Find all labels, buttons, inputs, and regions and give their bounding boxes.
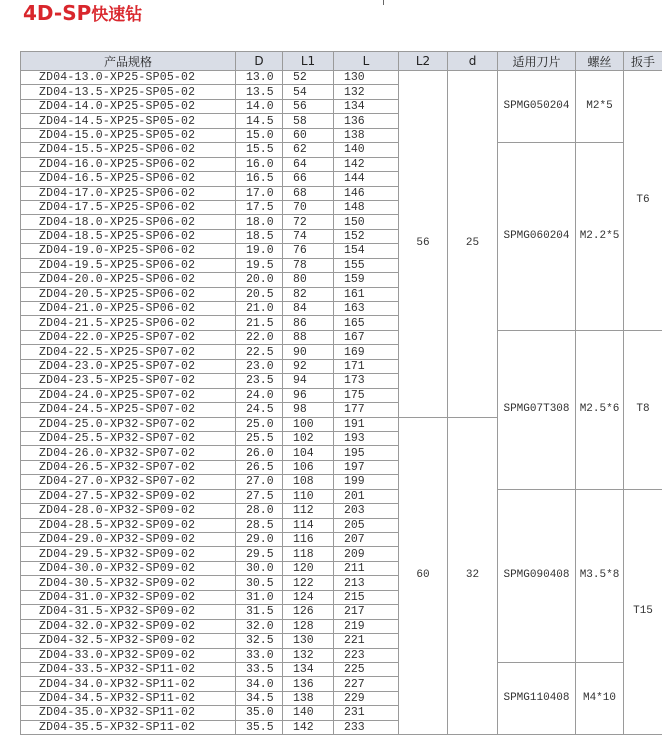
l1-cell: 106 (283, 460, 334, 474)
table-row (21, 489, 662, 503)
d-upper-cell: 25.5 (236, 431, 283, 445)
l1-cell: 86 (283, 316, 334, 330)
product-code-cell: ZD04-29.0-XP32-SP09-02 (21, 533, 236, 547)
product-code-cell: ZD04-24.5-XP25-SP07-02 (21, 403, 236, 417)
wrench-cell: T6 (624, 71, 662, 331)
d-upper-cell: 15.5 (236, 143, 283, 157)
d-upper-cell: 34.5 (236, 691, 283, 705)
l1-cell: 136 (283, 677, 334, 691)
header-d-lower: d (448, 52, 498, 71)
product-code-cell: ZD04-19.5-XP25-SP06-02 (21, 258, 236, 272)
insert-cell: SPMG110408 (498, 662, 576, 734)
product-code-cell: ZD04-25.0-XP32-SP07-02 (21, 417, 236, 431)
d-upper-cell: 16.5 (236, 172, 283, 186)
l1-cell: 138 (283, 691, 334, 705)
product-code-cell: ZD04-27.0-XP32-SP07-02 (21, 475, 236, 489)
product-code-cell: ZD04-26.5-XP32-SP07-02 (21, 460, 236, 474)
l-cell: 227 (334, 677, 399, 691)
l1-cell: 60 (283, 128, 334, 142)
l1-cell: 96 (283, 388, 334, 402)
product-code-cell: ZD04-31.5-XP32-SP09-02 (21, 605, 236, 619)
screw-cell: M2.5*6 (576, 330, 624, 489)
l-cell: 130 (334, 71, 399, 85)
product-code-cell: ZD04-19.0-XP25-SP06-02 (21, 244, 236, 258)
d-upper-cell: 24.0 (236, 388, 283, 402)
d-upper-cell: 30.5 (236, 576, 283, 590)
d-upper-cell: 13.5 (236, 85, 283, 99)
product-code-cell: ZD04-30.0-XP32-SP09-02 (21, 561, 236, 575)
product-code-cell: ZD04-21.5-XP25-SP06-02 (21, 316, 236, 330)
l1-cell: 64 (283, 157, 334, 171)
d-upper-cell: 29.0 (236, 533, 283, 547)
l1-cell: 118 (283, 547, 334, 561)
wrench-cell: T8 (624, 330, 662, 489)
l1-cell: 134 (283, 662, 334, 676)
product-code-cell: ZD04-18.0-XP25-SP06-02 (21, 215, 236, 229)
d-upper-cell: 31.5 (236, 605, 283, 619)
header-screw: 螺丝 (576, 52, 624, 71)
l-cell: 132 (334, 85, 399, 99)
l1-cell: 80 (283, 273, 334, 287)
l-cell: 159 (334, 273, 399, 287)
header-wrench: 扳手 (624, 52, 662, 71)
l1-cell: 90 (283, 345, 334, 359)
l-cell: 203 (334, 504, 399, 518)
table-row (21, 71, 662, 85)
l-cell: 195 (334, 446, 399, 460)
l1-cell: 66 (283, 172, 334, 186)
product-code-cell: ZD04-21.0-XP25-SP06-02 (21, 302, 236, 316)
l1-cell: 130 (283, 634, 334, 648)
l1-cell: 122 (283, 576, 334, 590)
l-cell: 144 (334, 172, 399, 186)
l2-cell: 60 (399, 417, 448, 735)
spec-table (20, 51, 662, 735)
l1-cell: 82 (283, 287, 334, 301)
l1-cell: 120 (283, 561, 334, 575)
screw-cell: M4*10 (576, 662, 624, 734)
table-row (21, 662, 662, 676)
header-row (21, 52, 662, 71)
product-code-cell: ZD04-22.0-XP25-SP07-02 (21, 330, 236, 344)
l-cell: 165 (334, 316, 399, 330)
product-code-cell: ZD04-13.0-XP25-SP05-02 (21, 71, 236, 85)
d-upper-cell: 33.0 (236, 648, 283, 662)
d-cell: 32 (448, 417, 498, 735)
product-code-cell: ZD04-32.5-XP32-SP09-02 (21, 634, 236, 648)
l1-cell: 110 (283, 489, 334, 503)
l-cell: 233 (334, 720, 399, 734)
header-l: L (334, 52, 399, 71)
l-cell: 138 (334, 128, 399, 142)
product-code-cell: ZD04-14.0-XP25-SP05-02 (21, 99, 236, 113)
header-spec: 产品规格 (21, 52, 236, 71)
screw-cell: M2*5 (576, 71, 624, 143)
header-d-upper: D (236, 52, 283, 71)
l-cell: 161 (334, 287, 399, 301)
l1-cell: 58 (283, 114, 334, 128)
d-upper-cell: 29.5 (236, 547, 283, 561)
page-title (23, 1, 142, 25)
d-upper-cell: 25.0 (236, 417, 283, 431)
l-cell: 225 (334, 662, 399, 676)
l1-cell: 88 (283, 330, 334, 344)
l-cell: 219 (334, 619, 399, 633)
l-cell: 136 (334, 114, 399, 128)
l-cell: 175 (334, 388, 399, 402)
product-code-cell: ZD04-32.0-XP32-SP09-02 (21, 619, 236, 633)
l-cell: 140 (334, 143, 399, 157)
d-upper-cell: 28.0 (236, 504, 283, 518)
l-cell: 148 (334, 200, 399, 214)
header-insert: 适用刀片 (498, 52, 576, 71)
product-code-cell: ZD04-33.5-XP32-SP11-02 (21, 662, 236, 676)
product-code-cell: ZD04-16.0-XP25-SP06-02 (21, 157, 236, 171)
d-upper-cell: 32.0 (236, 619, 283, 633)
l-cell: 199 (334, 475, 399, 489)
d-upper-cell: 28.5 (236, 518, 283, 532)
l1-cell: 104 (283, 446, 334, 460)
l-cell: 154 (334, 244, 399, 258)
product-code-cell: ZD04-13.5-XP25-SP05-02 (21, 85, 236, 99)
product-code-cell: ZD04-15.5-XP25-SP06-02 (21, 143, 236, 157)
l1-cell: 116 (283, 533, 334, 547)
l1-cell: 68 (283, 186, 334, 200)
l-cell: 229 (334, 691, 399, 705)
l-cell: 215 (334, 590, 399, 604)
d-upper-cell: 31.0 (236, 590, 283, 604)
l1-cell: 56 (283, 99, 334, 113)
l-cell: 221 (334, 634, 399, 648)
l1-cell: 114 (283, 518, 334, 532)
l1-cell: 124 (283, 590, 334, 604)
l-cell: 231 (334, 706, 399, 720)
l1-cell: 76 (283, 244, 334, 258)
l-cell: 205 (334, 518, 399, 532)
l-cell: 146 (334, 186, 399, 200)
product-code-cell: ZD04-28.0-XP32-SP09-02 (21, 504, 236, 518)
d-upper-cell: 16.0 (236, 157, 283, 171)
product-code-cell: ZD04-34.0-XP32-SP11-02 (21, 677, 236, 691)
table-row (21, 143, 662, 157)
d-upper-cell: 30.0 (236, 561, 283, 575)
l1-cell: 128 (283, 619, 334, 633)
table-row (21, 330, 662, 344)
product-code-cell: ZD04-23.0-XP25-SP07-02 (21, 359, 236, 373)
d-upper-cell: 20.5 (236, 287, 283, 301)
d-upper-cell: 14.0 (236, 99, 283, 113)
screw-cell: M2.2*5 (576, 143, 624, 331)
d-upper-cell: 15.0 (236, 128, 283, 142)
insert-cell: SPMG050204 (498, 71, 576, 143)
d-upper-cell: 26.5 (236, 460, 283, 474)
d-upper-cell: 22.5 (236, 345, 283, 359)
l-cell: 191 (334, 417, 399, 431)
d-upper-cell: 27.0 (236, 475, 283, 489)
product-code-cell: ZD04-25.5-XP32-SP07-02 (21, 431, 236, 445)
d-upper-cell: 19.5 (236, 258, 283, 272)
d-upper-cell: 24.5 (236, 403, 283, 417)
product-code-cell: ZD04-34.5-XP32-SP11-02 (21, 691, 236, 705)
header-l1: L1 (283, 52, 334, 71)
product-code-cell: ZD04-33.0-XP32-SP09-02 (21, 648, 236, 662)
l-cell: 201 (334, 489, 399, 503)
l1-cell: 112 (283, 504, 334, 518)
l1-cell: 132 (283, 648, 334, 662)
d-upper-cell: 17.0 (236, 186, 283, 200)
insert-cell: SPMG060204 (498, 143, 576, 331)
table-body (21, 71, 662, 735)
d-upper-cell: 18.0 (236, 215, 283, 229)
l-cell: 134 (334, 99, 399, 113)
product-code-cell: ZD04-30.5-XP32-SP09-02 (21, 576, 236, 590)
product-code-cell: ZD04-27.5-XP32-SP09-02 (21, 489, 236, 503)
product-code-cell: ZD04-29.5-XP32-SP09-02 (21, 547, 236, 561)
d-upper-cell: 23.5 (236, 374, 283, 388)
title-suffix: 快速钻 (91, 5, 143, 25)
product-code-cell: ZD04-18.5-XP25-SP06-02 (21, 229, 236, 243)
l-cell: 163 (334, 302, 399, 316)
l-cell: 209 (334, 547, 399, 561)
l-cell: 211 (334, 561, 399, 575)
d-upper-cell: 35.5 (236, 720, 283, 734)
divider-tick (383, 0, 384, 5)
l1-cell: 72 (283, 215, 334, 229)
l-cell: 169 (334, 345, 399, 359)
l1-cell: 78 (283, 258, 334, 272)
insert-cell: SPMG07T308 (498, 330, 576, 489)
d-upper-cell: 34.0 (236, 677, 283, 691)
l1-cell: 126 (283, 605, 334, 619)
insert-cell: SPMG090408 (498, 489, 576, 662)
d-upper-cell: 13.0 (236, 71, 283, 85)
l-cell: 152 (334, 229, 399, 243)
d-cell: 25 (448, 71, 498, 418)
product-code-cell: ZD04-20.0-XP25-SP06-02 (21, 273, 236, 287)
l-cell: 217 (334, 605, 399, 619)
product-code-cell: ZD04-15.0-XP25-SP05-02 (21, 128, 236, 142)
l1-cell: 52 (283, 71, 334, 85)
product-code-cell: ZD04-35.0-XP32-SP11-02 (21, 706, 236, 720)
d-upper-cell: 27.5 (236, 489, 283, 503)
product-code-cell: ZD04-17.5-XP25-SP06-02 (21, 200, 236, 214)
l1-cell: 84 (283, 302, 334, 316)
l2-cell: 56 (399, 71, 448, 418)
product-code-cell: ZD04-22.5-XP25-SP07-02 (21, 345, 236, 359)
title-prefix: 4D-SP (23, 1, 92, 25)
l1-cell: 74 (283, 229, 334, 243)
d-upper-cell: 23.0 (236, 359, 283, 373)
l-cell: 150 (334, 215, 399, 229)
l1-cell: 92 (283, 359, 334, 373)
d-upper-cell: 32.5 (236, 634, 283, 648)
l1-cell: 100 (283, 417, 334, 431)
d-upper-cell: 33.5 (236, 662, 283, 676)
d-upper-cell: 18.5 (236, 229, 283, 243)
l1-cell: 102 (283, 431, 334, 445)
product-code-cell: ZD04-28.5-XP32-SP09-02 (21, 518, 236, 532)
l-cell: 213 (334, 576, 399, 590)
header-l2: L2 (399, 52, 448, 71)
l1-cell: 98 (283, 403, 334, 417)
product-code-cell: ZD04-35.5-XP32-SP11-02 (21, 720, 236, 734)
d-upper-cell: 20.0 (236, 273, 283, 287)
l-cell: 167 (334, 330, 399, 344)
product-code-cell: ZD04-23.5-XP25-SP07-02 (21, 374, 236, 388)
screw-cell: M3.5*8 (576, 489, 624, 662)
d-upper-cell: 19.0 (236, 244, 283, 258)
product-code-cell: ZD04-20.5-XP25-SP06-02 (21, 287, 236, 301)
d-upper-cell: 21.0 (236, 302, 283, 316)
l-cell: 142 (334, 157, 399, 171)
d-upper-cell: 35.0 (236, 706, 283, 720)
l1-cell: 140 (283, 706, 334, 720)
l1-cell: 108 (283, 475, 334, 489)
l-cell: 193 (334, 431, 399, 445)
l-cell: 171 (334, 359, 399, 373)
l-cell: 177 (334, 403, 399, 417)
l1-cell: 94 (283, 374, 334, 388)
l1-cell: 70 (283, 200, 334, 214)
l1-cell: 142 (283, 720, 334, 734)
d-upper-cell: 14.5 (236, 114, 283, 128)
wrench-cell: T15 (624, 489, 662, 734)
l1-cell: 62 (283, 143, 334, 157)
d-upper-cell: 21.5 (236, 316, 283, 330)
product-code-cell: ZD04-16.5-XP25-SP06-02 (21, 172, 236, 186)
product-code-cell: ZD04-24.0-XP25-SP07-02 (21, 388, 236, 402)
product-code-cell: ZD04-31.0-XP32-SP09-02 (21, 590, 236, 604)
d-upper-cell: 26.0 (236, 446, 283, 460)
product-code-cell: ZD04-17.0-XP25-SP06-02 (21, 186, 236, 200)
product-code-cell: ZD04-26.0-XP32-SP07-02 (21, 446, 236, 460)
l-cell: 155 (334, 258, 399, 272)
l-cell: 173 (334, 374, 399, 388)
l-cell: 197 (334, 460, 399, 474)
l1-cell: 54 (283, 85, 334, 99)
d-upper-cell: 22.0 (236, 330, 283, 344)
product-code-cell: ZD04-14.5-XP25-SP05-02 (21, 114, 236, 128)
l-cell: 223 (334, 648, 399, 662)
d-upper-cell: 17.5 (236, 200, 283, 214)
l-cell: 207 (334, 533, 399, 547)
